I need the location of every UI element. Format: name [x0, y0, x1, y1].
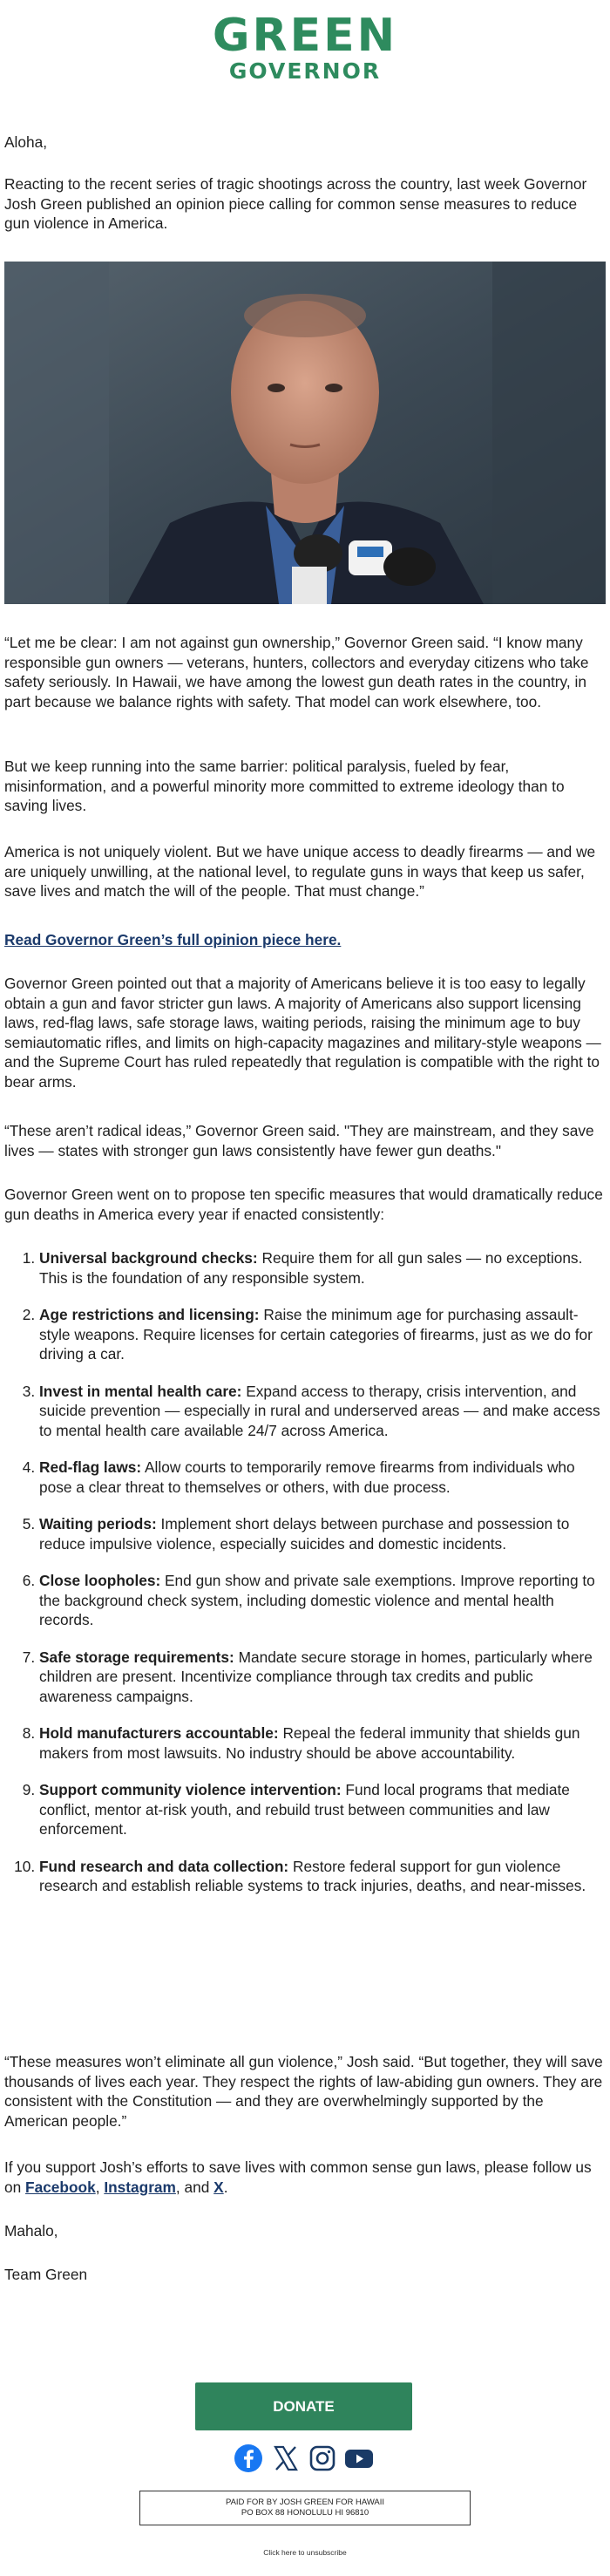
measure-text: Mandate secure storage in homes, particularly where children are present. Incentivize compliance through tax credits and public awareness campaigns. [39, 1648, 593, 1705]
measure-text: Expand access to therapy, crisis intervention, and suicide prevention — especially in rural and underserved areas — and make access to mental health care available 24/7 across America. [39, 1382, 600, 1439]
measure-item [39, 1857, 606, 1896]
measure-item [39, 1514, 606, 1553]
quote-paragraph-3: America is not uniquely violent. But we have unique access to deadly firearms — and we are uniquely unwilling, at the national level, to regulate guns in ways that keep us safer, save lives and match the will of the people. That must change.” [4, 843, 596, 900]
measure-title: Fund research and data collection: [39, 1857, 289, 1875]
follow-separator: , [95, 2178, 105, 2196]
measure-item [39, 1648, 606, 1707]
greeting: Aloha, [4, 133, 48, 151]
follow-suffix: . [223, 2178, 228, 2196]
logo-line-1: GREEN [212, 10, 398, 62]
green-governor-logo[interactable] [0, 12, 610, 84]
ten-measures-intro: Governor Green went on to propose ten specific measures that would dramatically reduce gun deaths in America every year if enacted consistently: [4, 1186, 603, 1223]
measure-item [39, 1458, 606, 1497]
measure-title: Safe storage requirements: [39, 1648, 234, 1666]
governor-portrait-illustration [4, 262, 606, 604]
unsubscribe-link[interactable]: Click here to unsubscribe [263, 2548, 347, 2557]
x-link[interactable]: X [214, 2178, 224, 2196]
measure-title: Hold manufacturers accountable: [39, 1724, 279, 1742]
measure-title: Support community violence intervention: [39, 1781, 342, 1798]
measure-title: Waiting periods: [39, 1515, 157, 1533]
x-icon[interactable] [271, 2443, 302, 2475]
paid-line-2: PO BOX 88 HONOLULU HI 96810 [241, 2508, 369, 2518]
facebook-link[interactable]: Facebook [25, 2178, 96, 2196]
measure-text: Raise the minimum age for purchasing assault-style weapons. Require licenses for certain categories of firearms, just as we do for driving a car. [39, 1306, 593, 1363]
measure-item [39, 1780, 606, 1839]
signature: Team Green [4, 2266, 88, 2283]
measures-list [4, 1248, 606, 1913]
instagram-icon[interactable] [308, 2443, 339, 2475]
follow-prefix: If you support Josh’s efforts to save lives with common sense gun laws, please follow us on [4, 2158, 592, 2196]
measure-text: Require them for all gun sales — no exceptions. This is the foundation of any responsible system. [39, 1249, 583, 1287]
donate-button[interactable]: DONATE [195, 2382, 412, 2430]
measure-item [39, 1248, 606, 1288]
signoff: Mahalo, [4, 2222, 58, 2240]
quote-paragraph-2: But we keep running into the same barrier: political paralysis, fueled by fear, misinformation, and a powerful minority more committed to extreme ideology than to saving lives. [4, 758, 565, 814]
majority-paragraph: Governor Green pointed out that a majority of Americans believe it is too easy to legally obtain a gun and favor stricter gun laws. A majority of Americans also support licensing laws, red-flag laws, safe storage laws, waiting periods, raising the minimum age to buy semiautomatic rifles, and limits on high-capacity magazines and military-style weapons — and the Supreme Court has ruled repeatedly that regulation is compatible with the right to bear arms. [4, 975, 601, 1091]
paid-for-disclaimer [139, 2491, 471, 2525]
paid-line-1: PAID FOR BY JOSH GREEN FOR HAWAII [225, 2498, 385, 2507]
measure-text: Fund local programs that mediate conflict, mentor at-risk youth, and rebuild trust between communities and law enforcement. [39, 1781, 570, 1838]
facebook-icon[interactable] [234, 2443, 265, 2475]
measure-item [39, 1305, 606, 1364]
measure-title: Close loopholes: [39, 1572, 161, 1589]
instagram-link[interactable]: Instagram [104, 2178, 176, 2196]
measure-title: Invest in mental health care: [39, 1382, 242, 1400]
youtube-icon[interactable] [343, 2443, 375, 2475]
measure-item [39, 1382, 606, 1441]
measure-text: Repeal the federal immunity that shields gun makers from most lawsuits. No industry should be above accountability. [39, 1724, 580, 1762]
measure-title: Red-flag laws: [39, 1458, 142, 1476]
measure-text: Allow courts to temporarily remove firearms from individuals who pose a clear threat to themselves or others, with due process. [39, 1458, 575, 1496]
measure-title: Universal background checks: [39, 1249, 258, 1267]
logo-line-2: GOVERNOR [228, 58, 382, 84]
measure-item [39, 1723, 606, 1763]
closing-quote: “These measures won’t eliminate all gun violence,” Josh said. “But together, they will save thousands of lives each year. They respect the rights of law-abiding gun owners. They are consistent with the Constitution — and they are overwhelmingly supported by the American people.” [4, 2053, 603, 2130]
measure-text: End gun show and private sale exemptions. Improve reporting to the background check system, including domestic violence and mental health records. [39, 1572, 595, 1628]
measure-item [39, 1571, 606, 1630]
intro-paragraph: Reacting to the recent series of tragic shootings across the country, last week Governor Josh Green published an opinion piece calling for common sense measures to reduce gun violence in America. [4, 175, 587, 232]
measure-text: Restore federal support for gun violence research and establish reliable systems to track injuries, deaths, and near-misses. [39, 1857, 586, 1894]
read-opinion-piece-link[interactable]: Read Governor Green’s full opinion piece here. [4, 931, 342, 948]
follow-separator: , and [175, 2178, 214, 2196]
measure-text: Implement short delays between purchase and possession to reduce impulsive violence, especially suicides and domestic incidents. [39, 1515, 570, 1553]
follow-paragraph [4, 2158, 606, 2197]
measure-title: Age restrictions and licensing: [39, 1306, 260, 1323]
governor-photo [4, 262, 606, 604]
mainstream-quote: “These aren’t radical ideas,” Governor Green said. "They are mainstream, and they save lives — states with stronger gun laws consistently have fewer gun deaths." [4, 1122, 594, 1159]
quote-paragraph-1: “Let me be clear: I am not against gun ownership,” Governor Green said. “I know many responsible gun owners — veterans, hunters, collectors and everyday citizens who take safety seriously. In Hawaii, we have among the lowest gun death rates in the country, in part because we balance rights with safety. That model can work elsewhere, too. [4, 634, 589, 710]
